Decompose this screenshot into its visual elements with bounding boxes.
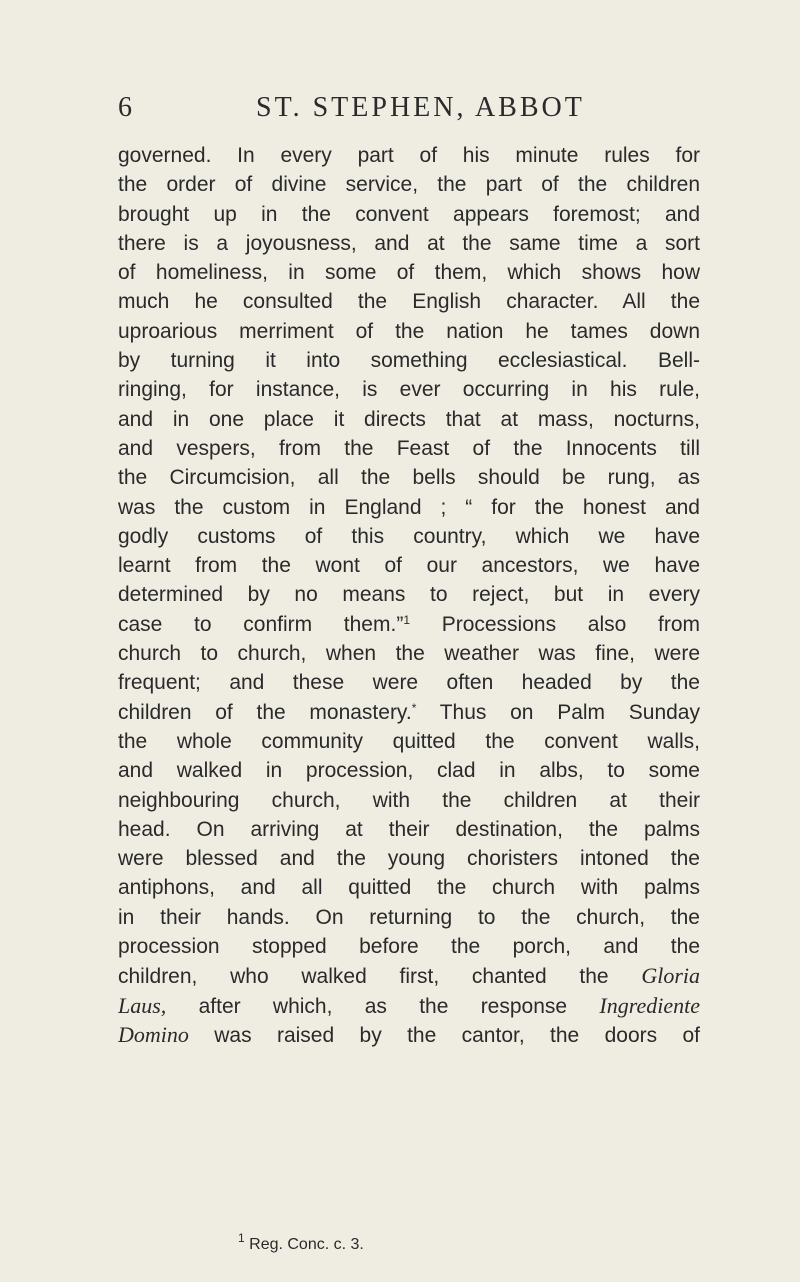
italic-title-gloria: Gloria [641, 963, 700, 989]
text-line: antiphons, and all quitted the church with palms [118, 876, 700, 900]
text-line: was the custom in England ; “ for the honest and [118, 495, 700, 519]
printer-mark: * [411, 700, 417, 715]
text-line-with-mark [118, 698, 700, 727]
text-line: much he consulted the English character. All the [118, 290, 700, 314]
text-segment: children of the monastery. [118, 700, 412, 724]
text-line: in their hands. On returning to the church, the [118, 905, 700, 929]
text-line: brought up in the convent appears foremost; and [118, 202, 700, 226]
italic-title-domino: Domino [118, 1021, 189, 1047]
text-segment: Processions also from [410, 612, 700, 636]
text-line: there is a joyousness, and at the same time a sort [118, 231, 700, 255]
text-line: neighbouring church, with the children at their [118, 788, 700, 812]
text-line: the order of divine service, the part of the children [118, 173, 700, 197]
text-line: determined by no means to reject, but in every [118, 583, 700, 607]
text-line: the Circumcision, all the bells should be rung, as [118, 466, 700, 490]
page-number: 6 [118, 92, 133, 123]
text-line: learnt from the wont of our ancestors, we have [118, 554, 700, 578]
text-line-with-footnote-ref [118, 610, 700, 639]
text-line: the whole community quitted the convent walls, [118, 729, 700, 753]
footnote-text: Reg. Conc. c. 3. [244, 1236, 364, 1253]
text-line: of homeliness, in some of them, which shows how [118, 261, 700, 285]
text-line-with-italic [118, 991, 700, 1020]
text-line-with-italic [118, 961, 700, 990]
text-line: and walked in procession, clad in albs, to some [118, 759, 700, 783]
text-line: church to church, when the weather was fine, were [118, 642, 700, 666]
text-line: frequent; and these were often headed by the [118, 671, 700, 695]
text-segment: children, who walked first, chanted the [118, 965, 609, 989]
text-line: by turning it into something ecclesiastical. Bell- [118, 349, 700, 373]
text-segment: after which, as the response [198, 994, 568, 1018]
text-line: godly customs of this country, which we have [118, 524, 700, 548]
running-head: ST. STEPHEN, ABBOT [256, 92, 585, 123]
body-text [118, 141, 700, 1049]
italic-title-laus: Laus, [118, 992, 167, 1018]
text-segment: was raised by the cantor, the doors of [214, 1023, 700, 1047]
text-line: governed. In every part of his minute rules for [118, 144, 700, 167]
text-line: were blessed and the young choristers intoned the [118, 847, 700, 871]
text-line-with-italic [118, 1020, 700, 1049]
text-line: ringing, for instance, is ever occurring in his rule, [118, 378, 700, 402]
page-header [118, 92, 698, 132]
footnote-reference: 1 [403, 612, 410, 627]
text-line: and in one place it directs that at mass, nocturns, [118, 407, 700, 431]
text-line: head. On arriving at their destination, the palms [118, 817, 700, 841]
italic-title-ingrediente: Ingrediente [599, 992, 700, 1018]
footnote [238, 1231, 364, 1254]
text-segment: case to confirm them.” [118, 612, 404, 636]
text-segment: Thus on Palm Sunday [416, 700, 700, 724]
text-line: and vespers, from the Feast of the Innocents till [118, 436, 700, 460]
text-line: uproarious merriment of the nation he tames down [118, 319, 700, 343]
footnote-marker: 1 [238, 1231, 245, 1245]
text-line: procession stopped before the porch, and the [118, 935, 700, 959]
